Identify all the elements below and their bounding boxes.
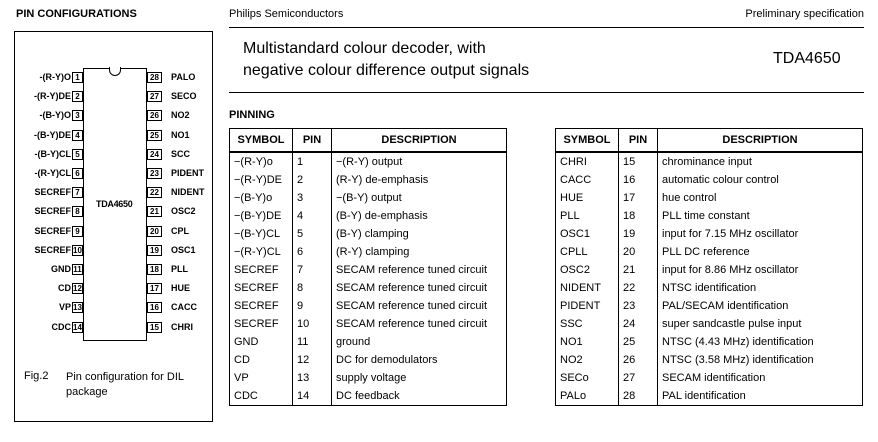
cell-pin: 16 [619, 171, 658, 189]
cell-description: (B-Y) clamping [332, 225, 507, 243]
cell-symbol: −(R-Y)DE [230, 171, 293, 189]
cell-description: PAL/SECAM identification [658, 297, 863, 315]
cell-symbol: CPLL [556, 243, 619, 261]
cell-symbol: PIDENT [556, 297, 619, 315]
cell-pin: 17 [619, 189, 658, 207]
cell-description: SECAM reference tuned circuit [332, 279, 507, 297]
symbol-header: SYMBOL [556, 129, 619, 153]
pin-label-right: CHRI [171, 321, 193, 332]
pin-label-right: HUE [171, 283, 191, 294]
cell-description: NTSC (3.58 MHz) identification [658, 351, 863, 369]
cell-description: hue control [658, 189, 863, 207]
pin-number-left: 13 [73, 303, 82, 313]
pin-number-left: 9 [72, 226, 83, 237]
pin-label-left: -(B-Y)DE [34, 129, 71, 140]
cell-symbol: VP [230, 369, 293, 387]
pin-number-right: 27 [147, 91, 162, 102]
section-title: PIN CONFIGURATIONS [16, 8, 137, 20]
cell-symbol: CACC [556, 171, 619, 189]
cell-symbol: OSC1 [556, 225, 619, 243]
pin-header: PIN [293, 129, 332, 153]
pin-label-left: SECREF [34, 206, 71, 217]
cell-description: NTSC identification [658, 279, 863, 297]
table-row [556, 315, 863, 333]
pin-number-left: 8 [72, 206, 83, 217]
table-row [556, 189, 863, 207]
cell-pin: 19 [619, 225, 658, 243]
figure-number: Fig.2 [24, 370, 49, 382]
chip-name: TDA4650 [96, 199, 133, 209]
pin-number-right: 19 [147, 245, 162, 256]
cell-pin: 28 [619, 387, 658, 406]
pin-number-left: 11 [73, 265, 82, 274]
cell-symbol: HUE [556, 189, 619, 207]
cell-description: chrominance input [658, 152, 863, 171]
cell-description: PLL time constant [658, 207, 863, 225]
table-row [556, 369, 863, 387]
cell-description: PLL DC reference [658, 243, 863, 261]
description-header: DESCRIPTION [658, 129, 863, 153]
spec-status: Preliminary specification [745, 8, 864, 20]
cell-pin: 14 [293, 387, 332, 406]
cell-symbol: SECREF [230, 279, 293, 297]
cell-symbol: −(B-Y)CL [230, 225, 293, 243]
pin-number-left: 6 [72, 168, 83, 179]
cell-symbol: PLL [556, 207, 619, 225]
pin-label-left: -(B-Y)O [39, 110, 71, 121]
cell-symbol: SECREF [230, 297, 293, 315]
company-name: Philips Semiconductors [229, 8, 344, 20]
pin-number-right: 20 [147, 226, 162, 237]
table-row [230, 369, 507, 387]
cell-description: ground [332, 333, 507, 351]
cell-pin: 15 [619, 152, 658, 171]
pin-label-right: CPL [171, 225, 189, 236]
table-row [556, 387, 863, 406]
cell-symbol: −(B-Y)o [230, 189, 293, 207]
table-row [230, 225, 507, 243]
pin-label-left: SECREF [34, 187, 71, 198]
table-row [556, 152, 863, 171]
cell-description: input for 7.15 MHz oscillator [658, 225, 863, 243]
pin-number-right: 16 [147, 302, 162, 313]
pinning-table-right [555, 128, 863, 406]
cell-pin: 23 [619, 297, 658, 315]
cell-pin: 12 [293, 351, 332, 369]
table-row [230, 351, 507, 369]
cell-pin: 7 [293, 261, 332, 279]
pin-number-right: 26 [147, 110, 162, 121]
pin-label-right: NO2 [171, 110, 190, 121]
cell-pin: 25 [619, 333, 658, 351]
pin-number-left: 14 [73, 322, 82, 332]
cell-pin: 2 [293, 171, 332, 189]
cell-description: DC feedback [332, 387, 507, 406]
pin-number-right: 22 [147, 187, 162, 198]
cell-pin: 24 [619, 315, 658, 333]
cell-description: −(B-Y) output [332, 189, 507, 207]
pin-label-left: CD [58, 283, 71, 294]
cell-pin: 11 [293, 333, 332, 351]
pin-number-left: 5 [72, 149, 83, 160]
pinning-table-left [229, 128, 507, 406]
table-row [230, 387, 507, 406]
pin-number-left: 1 [72, 72, 83, 83]
pin-label-left: CDC [51, 321, 71, 332]
cell-pin: 1 [293, 152, 332, 171]
pin-label-right: SCC [171, 148, 191, 159]
pin-number-right: 17 [147, 283, 162, 294]
pin-number-right: 25 [147, 130, 162, 141]
cell-symbol: −(B-Y)DE [230, 207, 293, 225]
cell-pin: 21 [619, 261, 658, 279]
pin-label-right: NIDENT [171, 187, 205, 198]
cell-pin: 5 [293, 225, 332, 243]
pin-label-left: GND [51, 264, 71, 274]
table-row [556, 351, 863, 369]
pin-number-right: 15 [147, 322, 162, 333]
cell-symbol: NO2 [556, 351, 619, 369]
cell-description: SECAM identification [658, 369, 863, 387]
pin-number-right: 23 [147, 168, 162, 179]
pin-label-right: OSC2 [171, 206, 196, 217]
cell-pin: 20 [619, 243, 658, 261]
cell-symbol: SECo [556, 369, 619, 387]
cell-pin: 10 [293, 315, 332, 333]
cell-symbol: GND [230, 333, 293, 351]
figure-caption: Pin configuration for DIL package [66, 371, 184, 398]
table-row [556, 333, 863, 351]
cell-symbol: SECREF [230, 261, 293, 279]
cell-pin: 22 [619, 279, 658, 297]
cell-description: SECAM reference tuned circuit [332, 297, 507, 315]
table-row [230, 171, 507, 189]
cell-symbol: −(R-Y)o [230, 152, 293, 171]
table-row [230, 261, 507, 279]
cell-pin: 27 [619, 369, 658, 387]
pin-number-left: 10 [73, 245, 82, 255]
pin-number-left: 3 [72, 110, 83, 121]
cell-description: SECAM reference tuned circuit [332, 261, 507, 279]
cell-description: PAL identification [658, 387, 863, 406]
pin-number-right: 18 [147, 264, 162, 275]
table-row [556, 207, 863, 225]
cell-symbol: −(R-Y)CL [230, 243, 293, 261]
cell-symbol: NIDENT [556, 279, 619, 297]
pin-label-right: PALO [171, 72, 196, 82]
cell-symbol: CD [230, 351, 293, 369]
cell-description: super sandcastle pulse input [658, 315, 863, 333]
table-row [230, 315, 507, 333]
pin-number-left: 4 [72, 130, 83, 141]
cell-pin: 3 [293, 189, 332, 207]
table-row [230, 207, 507, 225]
cell-description: NTSC (4.43 MHz) identification [658, 333, 863, 351]
header-divider [229, 27, 864, 28]
pin-number-right: 21 [147, 206, 162, 217]
table-row [230, 152, 507, 171]
cell-description: (B-Y) de-emphasis [332, 207, 507, 225]
pin-label-left: -(R-Y)CL [34, 168, 71, 178]
pin-number-left: 2 [72, 91, 83, 102]
cell-symbol: CHRI [556, 152, 619, 171]
pin-label-right: PIDENT [171, 168, 205, 178]
cell-pin: 18 [619, 207, 658, 225]
pinning-heading: PINNING [229, 109, 275, 121]
cell-pin: 6 [293, 243, 332, 261]
cell-symbol: CDC [230, 387, 293, 406]
cell-pin: 26 [619, 351, 658, 369]
pin-label-right: OSC1 [171, 244, 196, 255]
table-row [230, 333, 507, 351]
pin-label-right: PLL [171, 264, 188, 274]
pin-number-left: 7 [72, 187, 83, 198]
title-line-1: Multistandard colour decoder, with [243, 40, 486, 57]
cell-description: input for 8.86 MHz oscillator [658, 261, 863, 279]
table-row [556, 297, 863, 315]
cell-description: SECAM reference tuned circuit [332, 315, 507, 333]
table-row [230, 243, 507, 261]
part-number: TDA4650 [773, 50, 841, 67]
cell-symbol: SSC [556, 315, 619, 333]
cell-description: (R-Y) de-emphasis [332, 171, 507, 189]
cell-pin: 9 [293, 297, 332, 315]
pin-label-left: -(B-Y)CL [34, 148, 71, 159]
table-row [230, 297, 507, 315]
table-row [230, 189, 507, 207]
cell-symbol: SECREF [230, 315, 293, 333]
title-line-2: negative colour difference output signals [243, 62, 530, 79]
pin-label-right: NO1 [171, 129, 190, 140]
pin-label-left: VP [58, 302, 71, 313]
cell-symbol: NO1 [556, 333, 619, 351]
description-header: DESCRIPTION [332, 129, 507, 153]
table-row [556, 261, 863, 279]
cell-description: (R-Y) clamping [332, 243, 507, 261]
pin-label-left: -(R-Y)O [39, 72, 71, 82]
table-row [230, 279, 507, 297]
pin-label-right: CACC [171, 302, 197, 313]
symbol-header: SYMBOL [230, 129, 293, 153]
pin-label-left: SECREF [34, 244, 71, 255]
cell-symbol: OSC2 [556, 261, 619, 279]
cell-symbol: PALo [556, 387, 619, 406]
cell-pin: 8 [293, 279, 332, 297]
cell-description: DC for demodulators [332, 351, 507, 369]
cell-description: supply voltage [332, 369, 507, 387]
table-row [556, 171, 863, 189]
pin-header: PIN [619, 129, 658, 153]
pin-number-left: 12 [73, 284, 82, 294]
pin-label-right: SECO [171, 91, 197, 102]
cell-pin: 4 [293, 207, 332, 225]
pin-number-right: 24 [147, 149, 162, 160]
title-divider [229, 92, 864, 93]
pin-label-left: -(R-Y)DE [34, 91, 71, 102]
table-row [556, 243, 863, 261]
table-row [556, 279, 863, 297]
pin-label-left: SECREF [34, 225, 71, 236]
document-title [243, 38, 529, 82]
pin-number-right: 28 [147, 72, 162, 83]
table-row [556, 225, 863, 243]
cell-description: −(R-Y) output [332, 152, 507, 171]
cell-pin: 13 [293, 369, 332, 387]
cell-description: automatic colour control [658, 171, 863, 189]
